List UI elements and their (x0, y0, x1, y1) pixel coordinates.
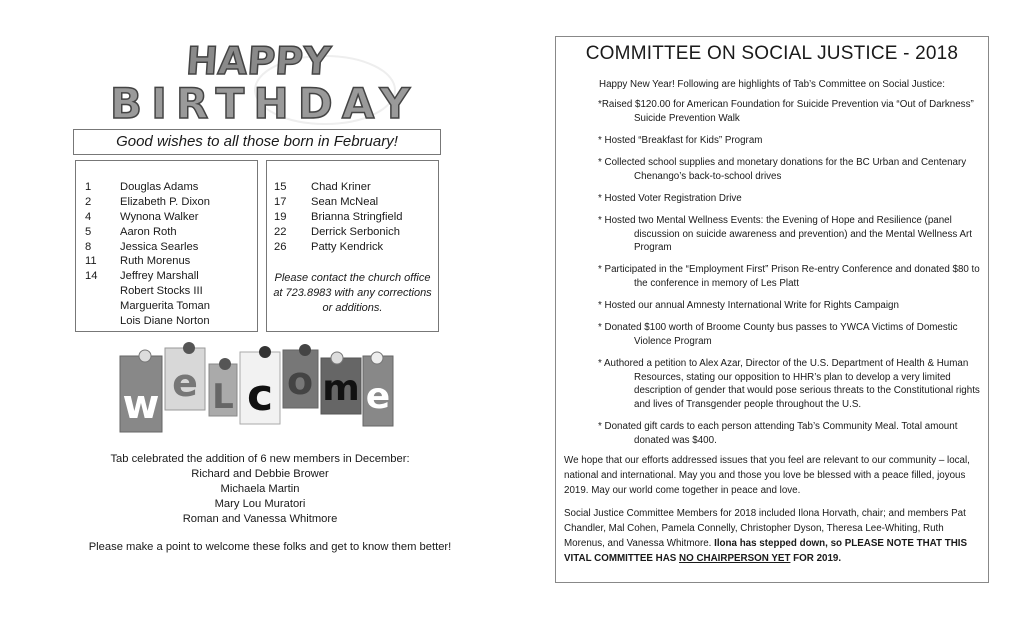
svg-text:e: e (365, 376, 391, 417)
highlights-list (598, 98, 983, 456)
birthday-row (267, 195, 438, 210)
svg-text:w: w (122, 382, 160, 428)
birthday-name: Sean McNeal (311, 195, 379, 208)
welcome-graphic (115, 342, 395, 436)
svg-text:L: L (212, 377, 234, 417)
birthday-row (76, 210, 257, 225)
birthday-day: 17 (274, 195, 287, 208)
highlight-item: * Hosted Voter Registration Drive (598, 192, 742, 204)
new-members-intro: Tab celebrated the addition of 6 new members in December: (110, 453, 410, 465)
svg-text:HAPPY: HAPPY (184, 39, 333, 83)
svg-text:m: m (322, 368, 360, 409)
committee-closing-paragraph: We hope that our efforts addressed issues that you feel are relevant to our community – local, national and international. May you and those you love be blessed with a peace filled, joyous 2019. May our world come together in peace and love. (564, 455, 970, 496)
birthday-day: 19 (274, 210, 287, 223)
birthday-row (76, 180, 257, 195)
birthday-wishes-heading: Good wishes to all those born in February! (73, 129, 441, 155)
highlight-item: * Donated $100 worth of Broome County bus passes to YWCA Victims of Domestic Violence Program (598, 322, 958, 347)
svg-text:e: e (172, 361, 198, 405)
birthday-day: 26 (274, 240, 287, 253)
birthday-list-left (75, 160, 258, 332)
birthday-day: 15 (274, 181, 287, 193)
birthday-row (76, 195, 257, 210)
highlight-item: * Authored a petition to Alex Azar, Director of the U.S. Department of Health & Human Resources, stating our opposition to HHR’s plan to develop a very limited description of gender that would pose serious threats to the Constitutional rights and lives of Transgender people throughout the U.S. (598, 358, 980, 410)
committee-members-paragraph (564, 506, 984, 566)
birthday-name: Patty Kendrick (311, 240, 384, 253)
welcome-note: Please make a point to welcome these folks and get to know them better! (88, 541, 452, 553)
birthday-row (76, 240, 257, 255)
happy-birthday-graphic (100, 38, 420, 126)
new-member-name: Michaela Martin (220, 483, 300, 495)
chair-notice: Ilona has stepped down, so PLEASE NOTE THAT THIS VITAL COMMITTEE HAS (564, 538, 968, 564)
svg-text:BIRTHDAY: BIRTHDAY (110, 79, 410, 126)
svg-text:c: c (246, 370, 274, 421)
birthday-name: Brianna Stringfield (311, 210, 403, 223)
birthday-day: 14 (85, 270, 98, 283)
birthday-day: 8 (85, 240, 92, 253)
chair-notice-end: FOR 2019. (790, 553, 842, 564)
birthday-day: 1 (85, 181, 92, 193)
birthday-day: 22 (274, 225, 287, 238)
svg-text:o: o (286, 359, 314, 403)
committee-intro: Happy New Year! Following are highlights of Tab’s Committee on Social Justice: (599, 79, 945, 90)
birthday-name: Lois Diane Norton (120, 315, 210, 328)
committee-section (555, 36, 989, 583)
new-member-name: Richard and Debbie Brower (191, 468, 329, 480)
birthday-name: Elizabeth P. Dixon (120, 195, 210, 208)
birthday-row (267, 180, 438, 195)
highlight-item: * Collected school supplies and monetary donations for the BC Urban and Centenary Chenango’s back-to-school drives (598, 156, 967, 182)
birthday-name: Wynona Walker (120, 210, 199, 223)
highlight-item: * Hosted two Mental Wellness Events: the Evening of Hope and Resilience (panel discussion on suicide awareness and prevention) and the Mental Wellness Art Program (598, 214, 973, 254)
birthday-row (267, 210, 438, 225)
birthday-row (76, 225, 257, 240)
members-text: Social Justice Committee Members for 2018 included Ilona Horvath, chair; and members Pat Chandler, Mal Cohen, Pamela Connelly, Christopher Dyson, Theresa Lee-Whiting, Ruth Morenus, and Vanessa Whitmore. (564, 508, 966, 549)
birthday-row (76, 284, 257, 299)
birthday-row (76, 299, 257, 314)
highlight-item: * Participated in the “Employment First” Prison Re-entry Conference and donated $80 to the conference in memory of Les Platt (598, 264, 980, 289)
highlight-item: * Hosted “Breakfast for Kids” Program (598, 134, 763, 146)
new-member-name: Roman and Vanessa Whitmore (182, 513, 338, 525)
highlight-item: * Hosted our annual Amnesty International Write for Rights Campaign (598, 300, 899, 312)
birthday-name: Derrick Serbonich (311, 225, 400, 238)
birthday-day: 2 (85, 195, 92, 208)
birthday-name: Marguerita Toman (120, 300, 210, 313)
birthday-day: 11 (85, 255, 97, 268)
birthday-row (267, 225, 438, 240)
committee-title: COMMITTEE ON SOCIAL JUSTICE - 2018 (585, 43, 959, 64)
no-chairperson-notice: NO CHAIRPERSON YET (679, 553, 791, 564)
birthday-name: Robert Stocks III (120, 285, 203, 298)
birthday-list-right (266, 160, 439, 332)
birthday-name: Ruth Morenus (120, 255, 191, 268)
birthday-name: Douglas Adams (120, 181, 199, 193)
new-member-name: Mary Lou Muratori (214, 498, 306, 510)
birthday-name: Chad Kriner (311, 181, 371, 193)
birthday-name: Jeffrey Marshall (120, 270, 199, 283)
highlight-item: *Raised $120.00 for American Foundation for Suicide Prevention via “Out of Darkness” Suicide Prevention Walk (598, 99, 974, 124)
welcome-banner-image (115, 342, 395, 436)
highlight-item: * Donated gift cards to each person attending Tab’s Community Meal. Total amount donated was $400. (598, 421, 958, 446)
new-members-section (60, 452, 460, 527)
birthday-name: Jessica Searles (120, 240, 199, 253)
happy-birthday-banner-image (100, 38, 420, 126)
birthday-day: 4 (85, 210, 92, 223)
birthday-name: Aaron Roth (120, 225, 177, 238)
birthday-row (76, 314, 257, 329)
birthday-row (76, 254, 257, 269)
birthday-row (76, 269, 257, 284)
birthday-row (267, 240, 438, 255)
birthday-day: 5 (85, 225, 92, 238)
contact-church-note: Please contact the church office at 723.8983 with any corrections or additions. (273, 272, 432, 315)
